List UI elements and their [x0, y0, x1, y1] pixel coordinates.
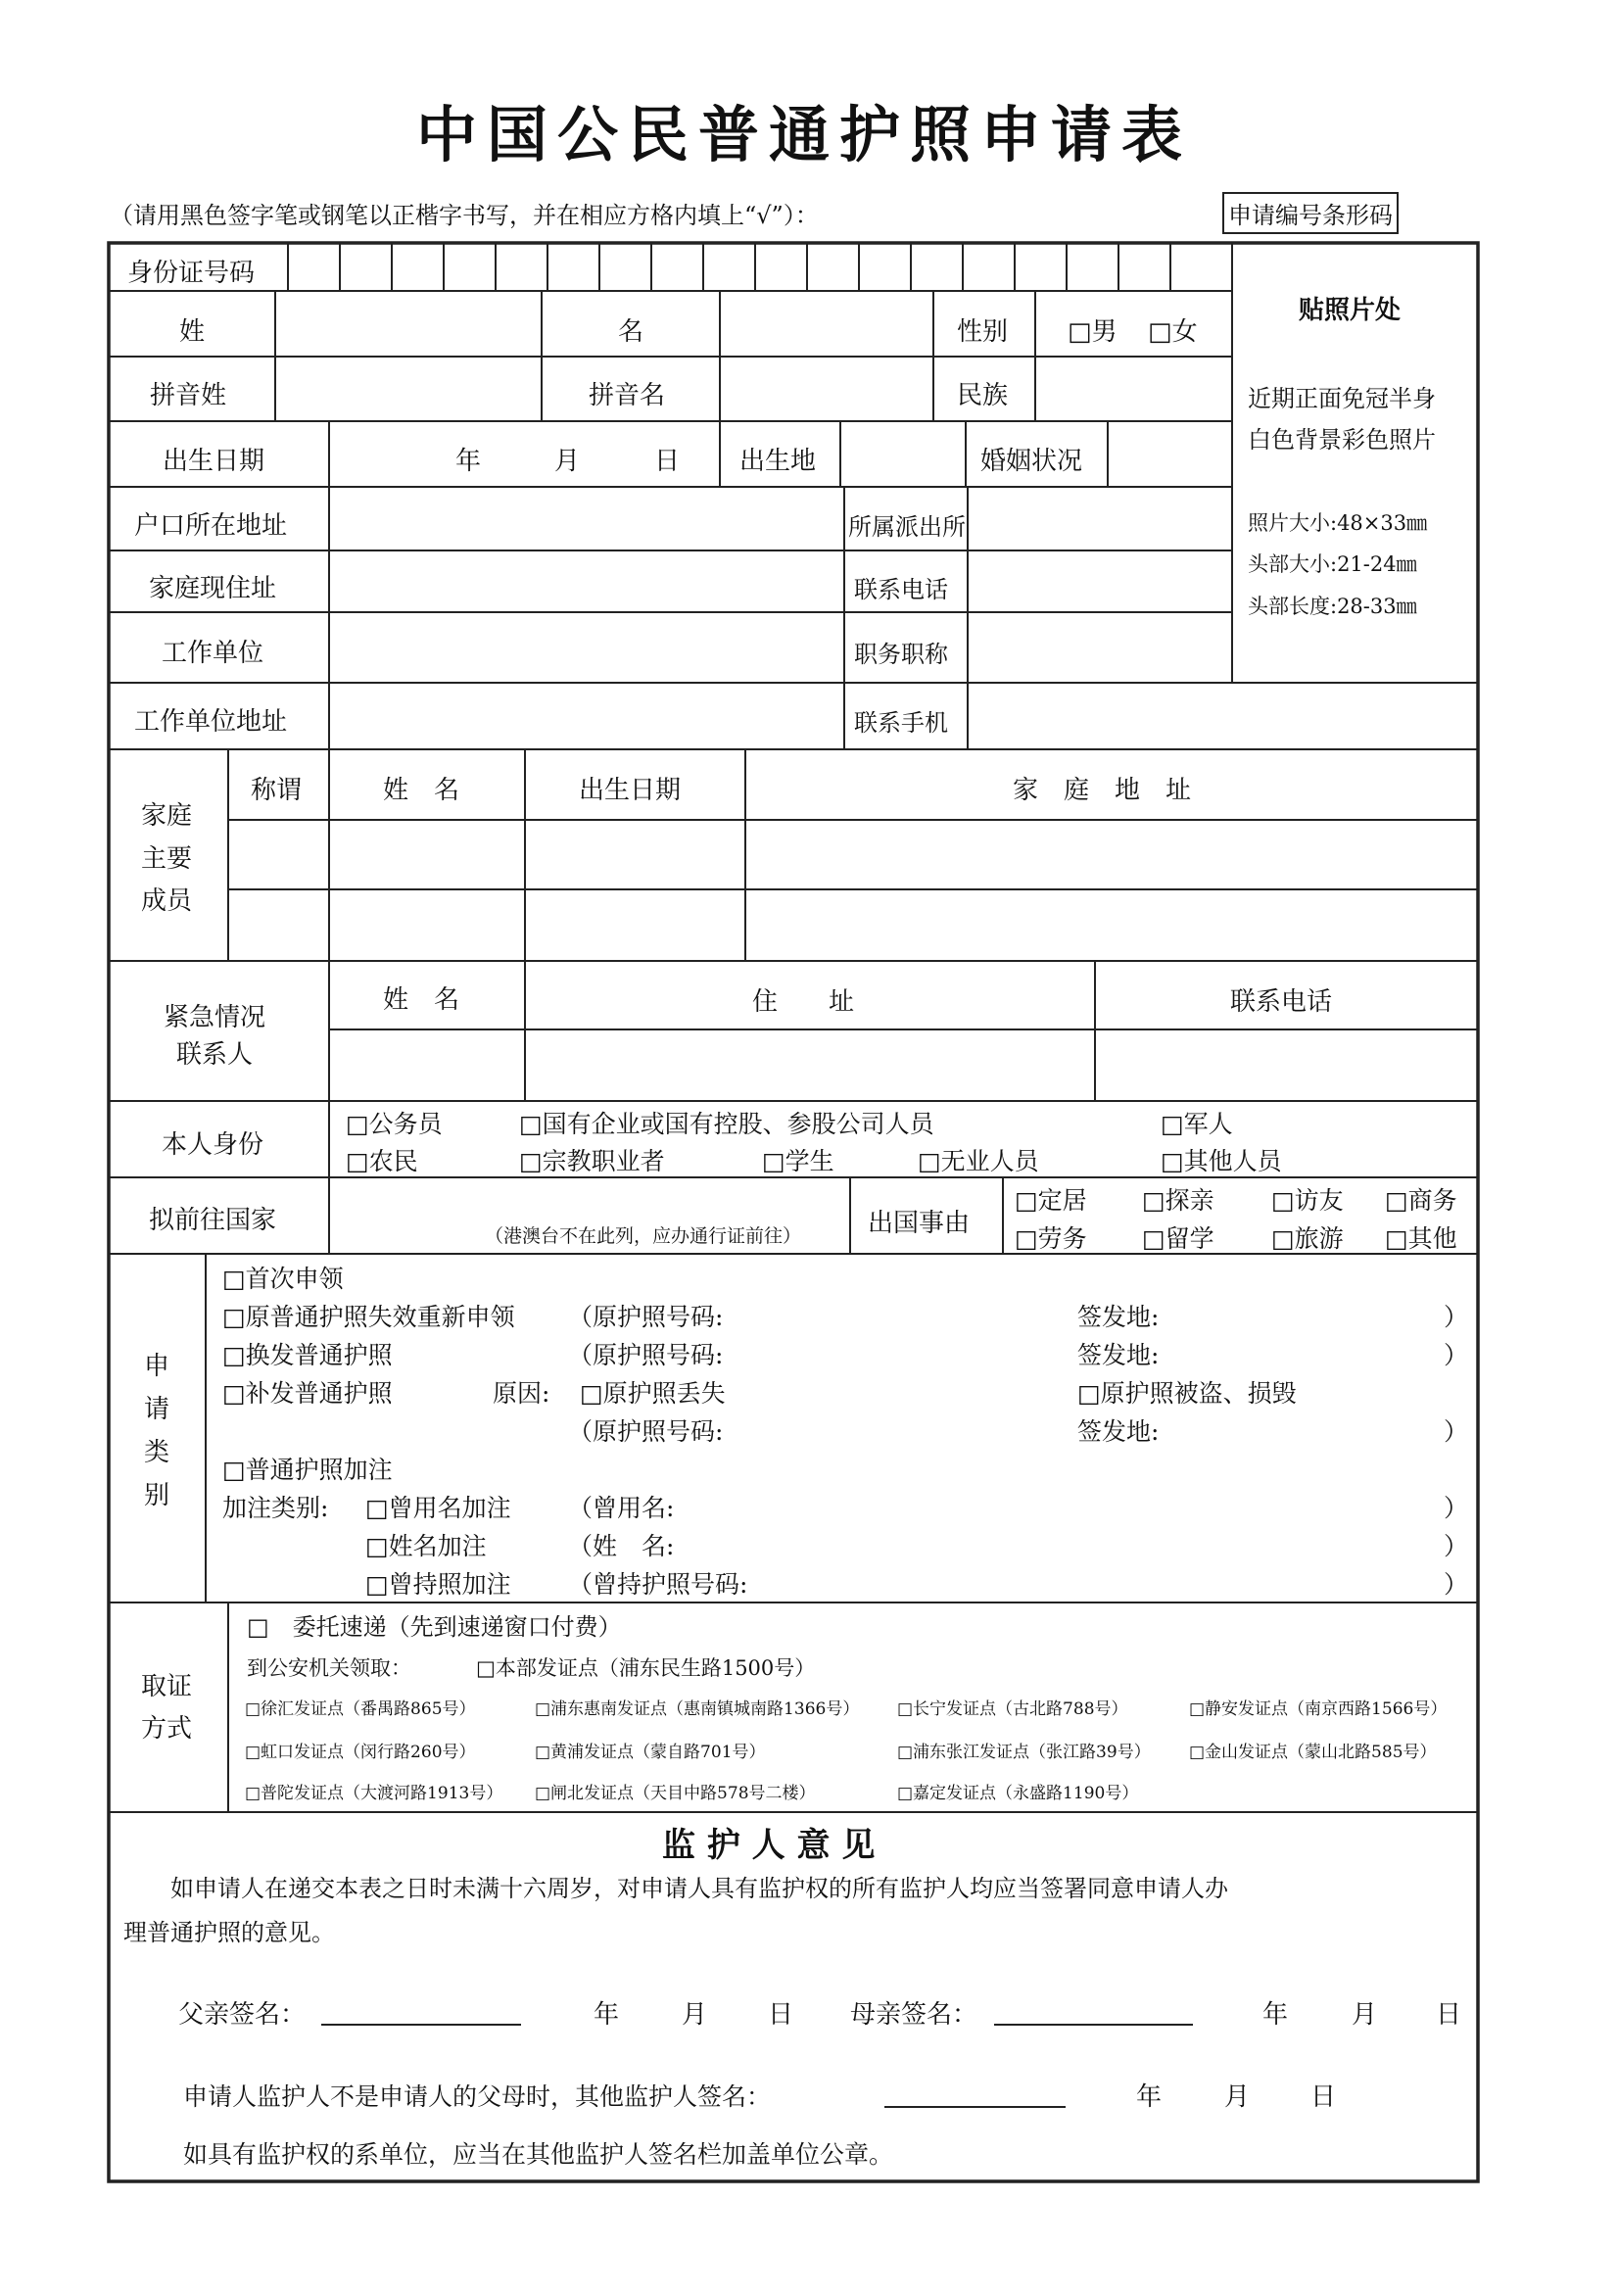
identity-other-checkbox[interactable]: □其他人员	[1161, 1147, 1282, 1175]
lost-invalid-reapply-checkbox[interactable]: □原普通护照失效重新申领	[222, 1303, 515, 1331]
police-station-input[interactable]	[968, 487, 1232, 550]
photo-size: 照片大小:48×33㎜	[1248, 511, 1428, 535]
old-passport-annotation-checkbox[interactable]: □曾持照加注	[365, 1570, 511, 1599]
birth-day-label: 日	[654, 447, 681, 476]
position-label: 职务职称	[854, 641, 948, 668]
employer-address-label: 工作单位地址	[134, 707, 288, 737]
barcode-label: 申请编号条形码	[1222, 192, 1399, 234]
phone-input[interactable]	[968, 550, 1232, 612]
family-relation-header: 称谓	[251, 776, 303, 805]
courier-delivery-checkbox[interactable]: □ 委托速递（先到速递窗口付费）	[247, 1613, 622, 1641]
family-label-3: 成员	[141, 886, 193, 916]
father-signature-label: 父亲签名：	[178, 2000, 307, 2030]
reason-tourism-checkbox[interactable]: □旅游	[1271, 1224, 1344, 1253]
other-guardian-label: 申请人监护人不是申请人的父母时，其他监护人签名：	[183, 2082, 772, 2111]
id-number-label: 身份证号码	[127, 259, 256, 288]
emergency-phone-header: 联系电话	[1230, 987, 1333, 1017]
issue-place-label-1: 签发地:	[1077, 1303, 1160, 1331]
used-name-field-label: （曾用名:	[568, 1494, 675, 1522]
pickup-jinshan-checkbox[interactable]: □金山发证点（蒙山北路585号）	[1189, 1743, 1437, 1762]
close-paren-4: ）	[1444, 1494, 1469, 1522]
old-passport-field-label: （曾持护照号码:	[568, 1570, 748, 1599]
employer-label: 工作单位	[162, 639, 264, 668]
emergency-name-header: 姓 名	[383, 985, 460, 1015]
home-address-label: 家庭现住址	[149, 574, 277, 603]
family-label-2: 主要	[141, 844, 193, 874]
collection-label-1: 取证	[141, 1672, 193, 1701]
unit-seal-note: 如具有监护权的系单位，应当在其他监护人签名栏加盖单位公章。	[183, 2140, 894, 2169]
orig-passport-no-label-3: （原护照号码:	[568, 1417, 724, 1446]
head-size: 头部大小:21-24㎜	[1248, 552, 1417, 576]
collection-label-2: 方式	[141, 1714, 193, 1744]
orig-passport-no-label-1: （原护照号码:	[568, 1303, 724, 1331]
travel-reason-label: 出国事由	[868, 1209, 971, 1238]
reason-settle-checkbox[interactable]: □定居	[1015, 1186, 1087, 1215]
photo-area-title: 贴照片处	[1299, 296, 1402, 325]
employer-address-input[interactable]	[329, 683, 844, 749]
hukou-address-input[interactable]	[329, 487, 844, 550]
reissue-reason-label: 原因:	[493, 1379, 550, 1408]
reason-study-checkbox[interactable]: □留学	[1142, 1224, 1214, 1253]
pickup-jingan-checkbox[interactable]: □静安发证点（南京西路1566号）	[1189, 1699, 1448, 1719]
orig-passport-no-label-2: （原护照号码:	[568, 1341, 724, 1369]
position-input[interactable]	[968, 612, 1232, 683]
name-field-label: （姓 名:	[568, 1532, 675, 1560]
marital-status-label: 婚姻状况	[980, 447, 1083, 476]
other-month-label: 月	[1224, 2082, 1251, 2112]
mobile-label: 联系手机	[854, 709, 948, 737]
ethnicity-label: 民族	[957, 381, 1009, 410]
father-day-label: 日	[768, 2000, 794, 2030]
gender-label: 性别	[957, 317, 1009, 347]
pinyin-surname-label: 拼音姓	[150, 381, 227, 410]
other-year-label: 年	[1136, 2082, 1163, 2112]
birth-year-label: 年	[455, 447, 482, 476]
mobile-input[interactable]	[968, 683, 1478, 749]
family-address-header: 家 庭 地 址	[1013, 776, 1192, 805]
reason-other-checkbox[interactable]: □其他	[1385, 1224, 1457, 1253]
birth-month-label: 月	[554, 447, 581, 476]
reason-labor-checkbox[interactable]: □劳务	[1015, 1224, 1087, 1253]
birth-place-label: 出生地	[739, 447, 817, 476]
passport-lost-checkbox[interactable]: □原护照丢失	[580, 1379, 726, 1408]
category-label-4: 别	[144, 1481, 170, 1510]
reason-visit-family-checkbox[interactable]: □探亲	[1142, 1186, 1214, 1215]
guardian-paragraph-line2: 理普通护照的意见。	[123, 1919, 335, 1946]
emergency-label-1: 紧急情况	[164, 1003, 266, 1032]
issue-place-label-2: 签发地:	[1077, 1341, 1160, 1369]
family-name-header: 姓 名	[383, 776, 460, 805]
photo-requirement-1: 近期正面免冠半身	[1248, 385, 1436, 412]
pickup-huinan-checkbox[interactable]: □浦东惠南发证点（惠南镇城南路1366号）	[535, 1699, 860, 1719]
reason-business-checkbox[interactable]: □商务	[1385, 1186, 1457, 1215]
birth-date-label: 出生日期	[163, 447, 265, 476]
marital-status-input[interactable]	[1108, 421, 1232, 487]
hukou-address-label: 户口所在地址	[134, 511, 288, 541]
identity-soe-checkbox[interactable]: □国有企业或国有控股、参股公司人员	[519, 1110, 934, 1138]
pickup-label: 到公安机关领取：	[247, 1656, 411, 1680]
guardian-paragraph-line1: 如申请人在递交本表之日时未满十六周岁，对申请人具有监护权的所有监护人均应当签署同意申请人办	[170, 1875, 1228, 1902]
fill-instruction: （请用黑色签字笔或钢笔以正楷字书写，并在相应方格内填上“√”）：	[110, 202, 819, 229]
name-annotation-checkbox[interactable]: □姓名加注	[365, 1532, 487, 1560]
pickup-huangpu-checkbox[interactable]: □黄浦发证点（蒙自路701号）	[535, 1743, 766, 1762]
pickup-changning-checkbox[interactable]: □长宁发证点（古北路788号）	[897, 1699, 1128, 1719]
employer-input[interactable]	[329, 612, 844, 683]
home-address-input[interactable]	[329, 550, 844, 612]
pinyin-surname-input[interactable]	[275, 357, 542, 421]
mother-day-label: 日	[1436, 2000, 1462, 2030]
identity-unemployed-checkbox[interactable]: □无业人员	[918, 1147, 1039, 1175]
form-title: 中国公民普通护照申请表	[416, 99, 1193, 170]
close-paren-3: ）	[1444, 1417, 1469, 1446]
identity-military-checkbox[interactable]: □军人	[1161, 1110, 1233, 1138]
first-application-checkbox[interactable]: □首次申领	[222, 1265, 344, 1293]
emergency-label-2: 联系人	[176, 1040, 254, 1070]
destination-country-input[interactable]	[329, 1177, 850, 1217]
photo-requirement-2: 白色背景彩色照片	[1248, 426, 1436, 454]
emergency-address-header: 住 址	[752, 987, 855, 1017]
passport-stolen-checkbox[interactable]: □原护照被盗、损毁	[1077, 1379, 1297, 1408]
family-birth-header: 出生日期	[579, 776, 682, 805]
pinyin-given-label: 拼音名	[589, 381, 666, 410]
category-label-3: 类	[144, 1438, 170, 1467]
pinyin-given-input[interactable]	[720, 357, 933, 421]
close-paren-6: ）	[1444, 1570, 1469, 1599]
identity-civil-servant-checkbox[interactable]: □公务员	[346, 1110, 443, 1138]
category-label-1: 申	[144, 1352, 170, 1381]
birth-place-input[interactable]	[840, 421, 966, 487]
mother-signature-label: 母亲签名：	[850, 2000, 978, 2030]
given-name-label: 名	[618, 317, 644, 347]
close-paren-1: ）	[1444, 1303, 1469, 1331]
close-paren-2: ）	[1444, 1341, 1469, 1369]
identity-label: 本人身份	[162, 1130, 264, 1160]
gender-male-checkbox[interactable]: □男	[1068, 317, 1118, 347]
surname-input[interactable]	[275, 291, 542, 357]
pickup-hongkou-checkbox[interactable]: □虹口发证点（闵行路260号）	[245, 1743, 476, 1762]
reissue-passport-checkbox[interactable]: □补发普通护照	[222, 1379, 393, 1408]
reason-visit-friend-checkbox[interactable]: □访友	[1271, 1186, 1344, 1215]
annotation-type-label: 加注类别:	[222, 1494, 329, 1522]
family-label-1: 家庭	[141, 801, 193, 831]
category-label-2: 请	[144, 1395, 170, 1424]
identity-religious-checkbox[interactable]: □宗教职业者	[519, 1147, 665, 1175]
annotation-checkbox[interactable]: □普通护照加注	[222, 1456, 393, 1484]
issue-place-label-3: 签发地:	[1077, 1417, 1160, 1446]
ethnicity-input[interactable]	[1035, 357, 1232, 421]
pickup-zhabei-checkbox[interactable]: □闸北发证点（天目中路578号二楼）	[535, 1784, 816, 1803]
other-day-label: 日	[1310, 2082, 1337, 2112]
given-name-input[interactable]	[720, 291, 933, 357]
pickup-jiading-checkbox[interactable]: □嘉定发证点（永盛路1190号）	[897, 1784, 1139, 1803]
pickup-zhangjiang-checkbox[interactable]: □浦东张江发证点（张江路39号）	[897, 1743, 1151, 1762]
pickup-putuo-checkbox[interactable]: □普陀发证点（大渡河路1913号）	[245, 1784, 503, 1803]
destination-note: （港澳台不在此列，应办通行证前往）	[485, 1225, 802, 1247]
pickup-main-checkbox[interactable]: □本部发证点（浦东民生路1500号）	[476, 1656, 816, 1680]
father-year-label: 年	[594, 2000, 620, 2030]
surname-label: 姓	[179, 317, 206, 347]
destination-country-label: 拟前往国家	[149, 1206, 277, 1235]
father-month-label: 月	[682, 2000, 708, 2030]
used-name-annotation-checkbox[interactable]: □曾用名加注	[365, 1494, 511, 1522]
pickup-xuhui-checkbox[interactable]: □徐汇发证点（番禺路865号）	[245, 1699, 476, 1719]
head-length: 头部长度:28-33㎜	[1248, 595, 1417, 618]
identity-student-checkbox[interactable]: □学生	[762, 1147, 834, 1175]
mother-year-label: 年	[1262, 2000, 1289, 2030]
phone-label: 联系电话	[854, 576, 948, 603]
close-paren-5: ）	[1444, 1532, 1469, 1560]
guardian-section-title: 监 护 人 意 见	[662, 1826, 876, 1865]
identity-farmer-checkbox[interactable]: □农民	[346, 1147, 418, 1175]
gender-female-checkbox[interactable]: □女	[1148, 317, 1198, 347]
police-station-label: 所属派出所	[848, 513, 966, 541]
renew-passport-checkbox[interactable]: □换发普通护照	[222, 1341, 393, 1369]
mother-month-label: 月	[1352, 2000, 1378, 2030]
